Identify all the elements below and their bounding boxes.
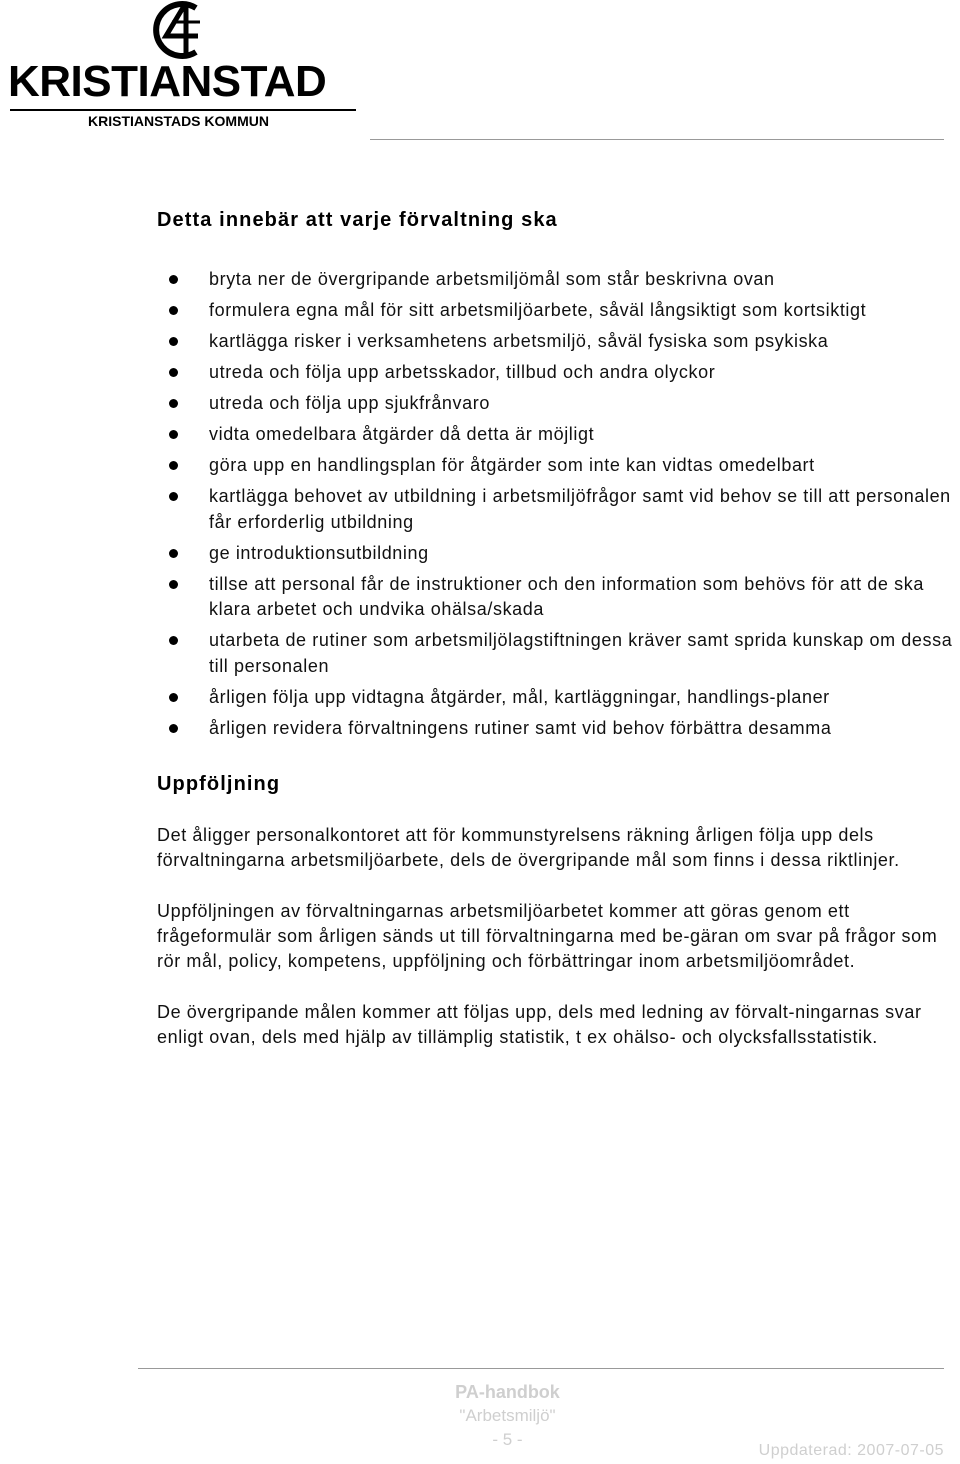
- bullet-icon: [169, 492, 178, 501]
- footer-title: PA-handbok: [455, 1382, 560, 1402]
- list-item: ge introduktionsutbildning: [157, 541, 957, 567]
- bullet-icon: [169, 368, 178, 377]
- bullet-icon: [169, 430, 178, 439]
- kristianstad-logo: [6, 0, 360, 132]
- logo-subtitle: KRISTIANSTADS KOMMUN: [88, 113, 269, 129]
- header-divider: [370, 139, 944, 140]
- bullet-icon: [169, 306, 178, 315]
- paragraph: De övergripande målen kommer att följas upp, dels med ledning av förvalt-ningarnas svar enligt ovan, dels med hjälp av tillämplig statistik, t ex ohälso- och olycksfallsstatistik.: [157, 1002, 922, 1047]
- list-item: bryta ner de övergripande arbetsmiljömål som står beskrivna ovan: [157, 267, 957, 293]
- bullet-icon: [169, 399, 178, 408]
- section-heading-uppfoljning: Uppföljning: [157, 773, 281, 795]
- list-item: vidta omedelbara åtgärder då detta är möjligt: [157, 422, 957, 448]
- list-item: kartlägga behovet av utbildning i arbetsmiljöfrågor samt vid behov se till att personalen får erforderlig utbildning: [157, 484, 957, 535]
- updated-date: Uppdaterad: 2007-07-05: [758, 1442, 944, 1459]
- list-item: göra upp en handlingsplan för åtgärder som inte kan vidtas omedelbart: [157, 453, 957, 479]
- bullet-icon: [169, 461, 178, 470]
- list-item: utreda och följa upp sjukfrånvaro: [157, 391, 957, 417]
- footer-subtitle: "Arbetsmiljö": [459, 1406, 556, 1425]
- list-item: årligen revidera förvaltningens rutiner samt vid behov förbättra desamma: [157, 716, 957, 742]
- page-header: [0, 0, 960, 140]
- section-heading: Detta innebär att varje förvaltning ska: [157, 209, 558, 231]
- bullet-icon: [169, 724, 178, 733]
- footer-divider: [138, 1368, 944, 1369]
- paragraph: Uppföljningen av förvaltningarnas arbetsmiljöarbetet kommer att göras genom ett frågeformulär som årligen sänds ut till förvaltningarna med be-gäran om svar på frågor som rör mål, policy, kompetens, uppföljning och förbättringar inom arbetsmiljöområdet.: [157, 901, 938, 971]
- list-item: kartlägga risker i verksamhetens arbetsmiljö, såväl fysiska som psykiska: [157, 329, 957, 355]
- list-item: tillse att personal får de instruktioner och den information som behövs för att de ska klara arbetet och undvika ohälsa/skada: [157, 572, 957, 623]
- bullet-icon: [169, 337, 178, 346]
- responsibility-list: [157, 267, 957, 741]
- bullet-icon: [169, 580, 178, 589]
- list-item: årligen följa upp vidtagna åtgärder, mål, kartläggningar, handlings-planer: [157, 685, 957, 711]
- bullet-icon: [169, 636, 178, 645]
- list-item: formulera egna mål för sitt arbetsmiljöarbete, såväl långsiktigt som kortsiktigt: [157, 298, 957, 324]
- bullet-icon: [169, 549, 178, 558]
- list-item: utreda och följa upp arbetsskador, tillbud och andra olyckor: [157, 360, 957, 386]
- paragraph: Det åligger personalkontoret att för kommunstyrelsens räkning årligen följa upp dels förvaltningarna arbetsmiljöarbete, dels de övergripande mål som finns i dessa riktlinjer.: [157, 825, 900, 870]
- bullet-icon: [169, 693, 178, 702]
- bullet-icon: [169, 275, 178, 284]
- document-body: [157, 205, 957, 1076]
- list-item: utarbeta de rutiner som arbetsmiljölagstiftningen kräver samt sprida kunskap om dessa till personalen: [157, 628, 957, 679]
- page-number: - 5 -: [492, 1430, 523, 1449]
- logo-name: KRISTIANSTAD: [8, 57, 327, 106]
